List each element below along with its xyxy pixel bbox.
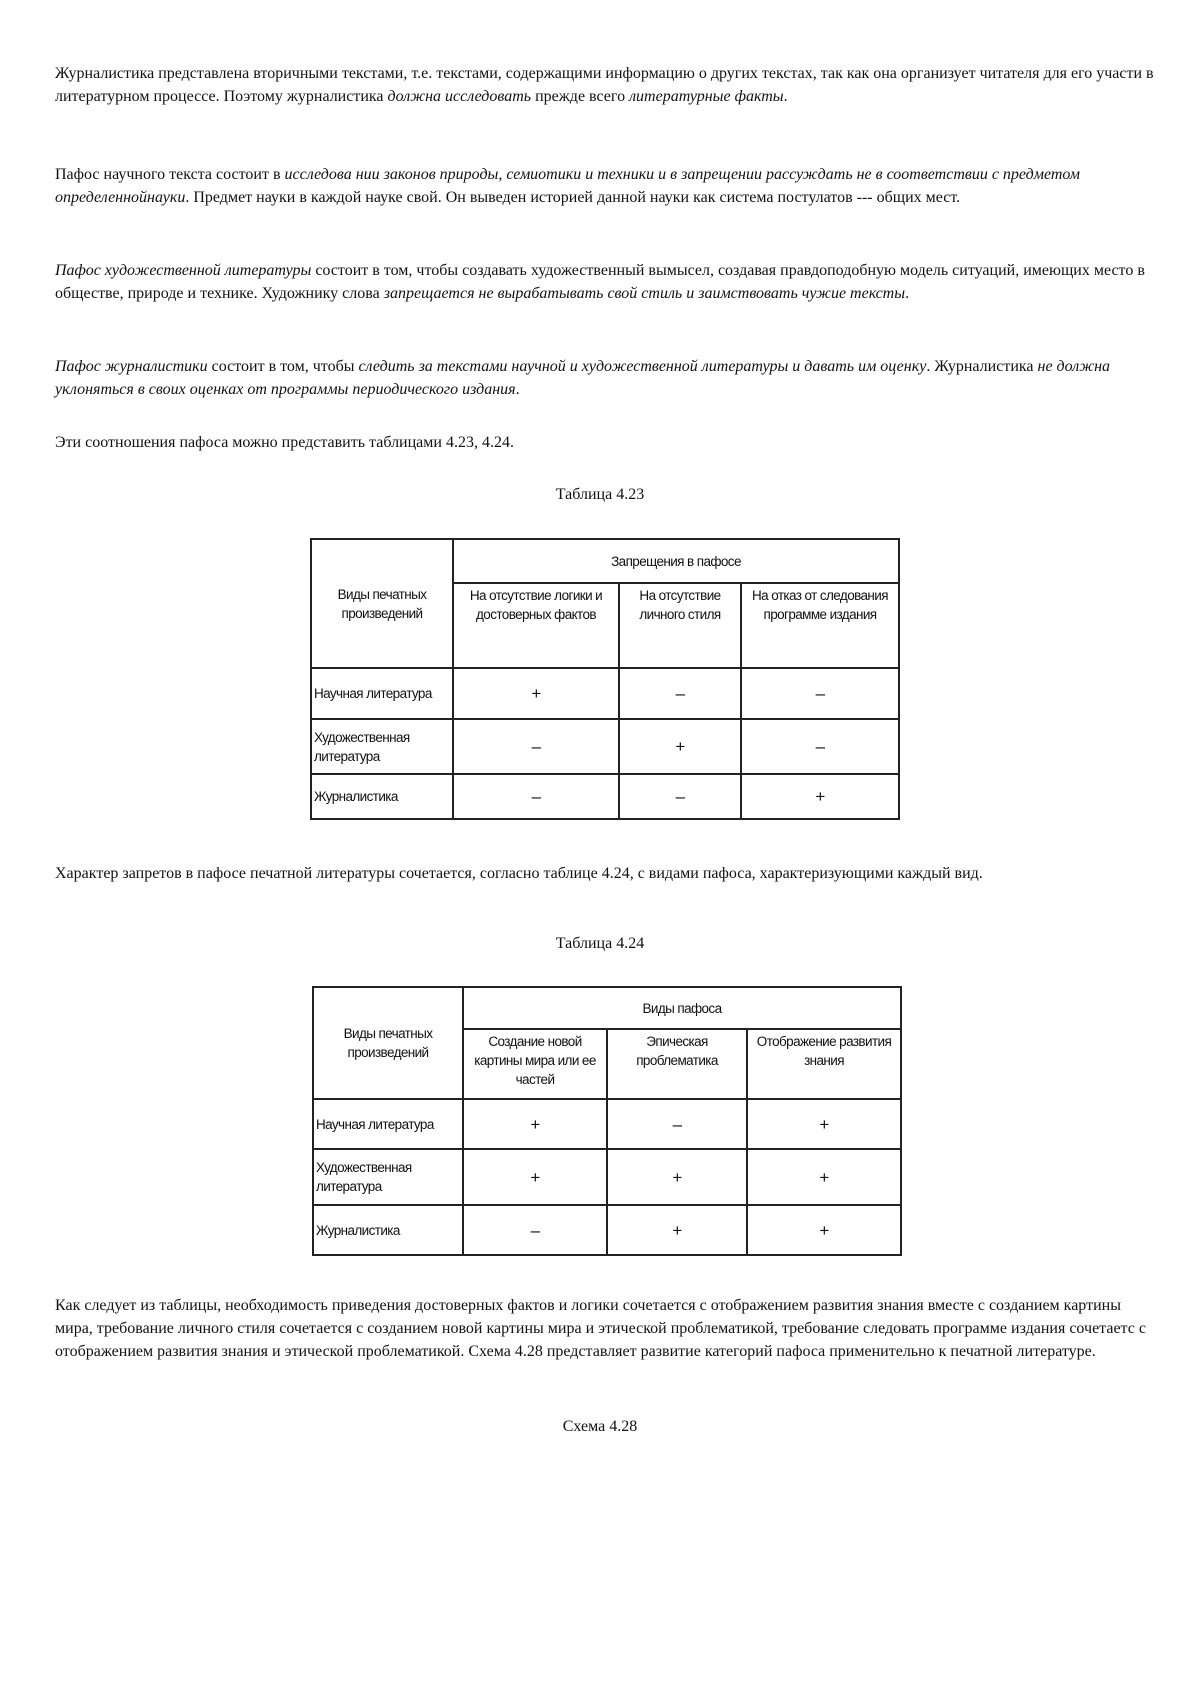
text-run: . Журналистика: [926, 358, 1037, 375]
table-row: [313, 1149, 901, 1205]
paragraph: [55, 62, 1155, 108]
row-label: Художественная литература: [311, 719, 453, 774]
plus-mark: +: [741, 774, 899, 819]
text-run: Эти соотношения пафоса можно представить таблицами 4.23, 4.24.: [55, 434, 514, 451]
table-4-24: [312, 986, 902, 1256]
group-header: Запрещения в пафосе: [453, 539, 899, 583]
text-run: .: [516, 381, 520, 398]
row-label: Научная литература: [311, 668, 453, 719]
minus-mark: –: [619, 668, 741, 719]
column-header: На отсутствие личного стиля: [619, 583, 741, 668]
table-header-row: [313, 987, 901, 1029]
text-run: Характер запретов в пафосе печатной литературы сочетается, согласно таблице 4.24, с видами пафоса, характеризующими каждый вид.: [55, 865, 983, 882]
italic-text: Пафос журналистики: [55, 358, 208, 375]
plus-mark: +: [453, 668, 619, 719]
plus-mark: +: [747, 1099, 901, 1149]
paragraph: [55, 355, 1155, 401]
table-row: [313, 1205, 901, 1255]
table-row: [313, 1099, 901, 1149]
italic-text: запрещается не вырабатывать свой стиль и заимствовать чужие тексты: [384, 285, 905, 302]
text-run: Пафос научного текста состоит в: [55, 166, 285, 183]
paragraph: [55, 163, 1155, 209]
paragraph: [55, 862, 1155, 885]
text-run: Как следует из таблицы, необходимость приведения достоверных фактов и логики сочетается с отображением развития знания вместе с созданием картины мира, требование личного стиля сочетается с созданием новой картины мира и этической проблематикой, требование следовать программе издания сочетаетс с отображением развития знания и этической проблематикой. Схема 4.28 представляет развитие категорий пафоса применительно к печатной литературе.: [55, 1297, 1146, 1360]
italic-text: литературные факты: [629, 88, 784, 105]
text-run: .: [784, 88, 788, 105]
minus-mark: –: [741, 719, 899, 774]
plus-mark: +: [463, 1099, 607, 1149]
plus-mark: +: [747, 1149, 901, 1205]
table-caption: Таблица 4.24: [0, 933, 1200, 955]
text-run: состоит в том, чтобы: [208, 358, 359, 375]
table-header-row: [311, 539, 899, 583]
row-label: Журналистика: [311, 774, 453, 819]
text-run: состоит в том, чтобы создавать художественный вымысел, создавая правдоподобную модель ситуаций, имеющих место в обществе, природе и технике. Художнику слова: [55, 262, 1145, 302]
column-header: Эпическая проблематика: [607, 1029, 747, 1099]
plus-mark: +: [607, 1149, 747, 1205]
italic-text: должна исследовать: [388, 88, 532, 105]
paragraph: [55, 259, 1155, 305]
paragraph: [55, 1294, 1155, 1363]
italic-text: не должна уклоняться в своих оценках от программы периодического издания: [55, 358, 1110, 398]
minus-mark: –: [453, 774, 619, 819]
row-label: Художественная литература: [313, 1149, 463, 1205]
plus-mark: +: [747, 1205, 901, 1255]
plus-mark: +: [463, 1149, 607, 1205]
italic-text: исследова нии законов природы, семиотики и техники и в запрещении рассуждать не в соответствии с предметом определеннойнауки: [55, 166, 1080, 206]
text-run: .: [905, 285, 909, 302]
table-caption: Таблица 4.23: [0, 484, 1200, 506]
corner-header: Виды печатных произведений: [311, 539, 453, 668]
corner-header: Виды печатных произведений: [313, 987, 463, 1099]
italic-text: следить за текстами научной и художественной литературы и давать им оценку: [358, 358, 926, 375]
italic-text: Пафос художественной литературы: [55, 262, 311, 279]
paragraph: [55, 431, 1155, 454]
column-header: Создание новой картины мира или ее частей: [463, 1029, 607, 1099]
plus-mark: +: [619, 719, 741, 774]
table-row: [311, 668, 899, 719]
text-run: . Предмет науки в каждой науке свой. Он выведен историей данной науки как система постулатов --- общих мест.: [185, 189, 960, 206]
minus-mark: –: [453, 719, 619, 774]
minus-mark: –: [607, 1099, 747, 1149]
group-header: Виды пафоса: [463, 987, 901, 1029]
row-label: Журналистика: [313, 1205, 463, 1255]
column-header: Отображение развития знания: [747, 1029, 901, 1099]
table-row: [311, 774, 899, 819]
minus-mark: –: [741, 668, 899, 719]
column-header: На отказ от следования программе издания: [741, 583, 899, 668]
table-4-23: [310, 538, 900, 820]
table-row: [311, 719, 899, 774]
scheme-caption: Схема 4.28: [0, 1416, 1200, 1438]
text-run: Журналистика представлена вторичными текстами, т.е. текстами, содержащими информацию о других текстах, так как она организует читателя для его участи в литературном процессе. Поэтому журналистика: [55, 65, 1154, 105]
minus-mark: –: [463, 1205, 607, 1255]
text-run: прежде всего: [531, 88, 629, 105]
minus-mark: –: [619, 774, 741, 819]
row-label: Научная литература: [313, 1099, 463, 1149]
plus-mark: +: [607, 1205, 747, 1255]
column-header: На отсутствие логики и достоверных фактов: [453, 583, 619, 668]
